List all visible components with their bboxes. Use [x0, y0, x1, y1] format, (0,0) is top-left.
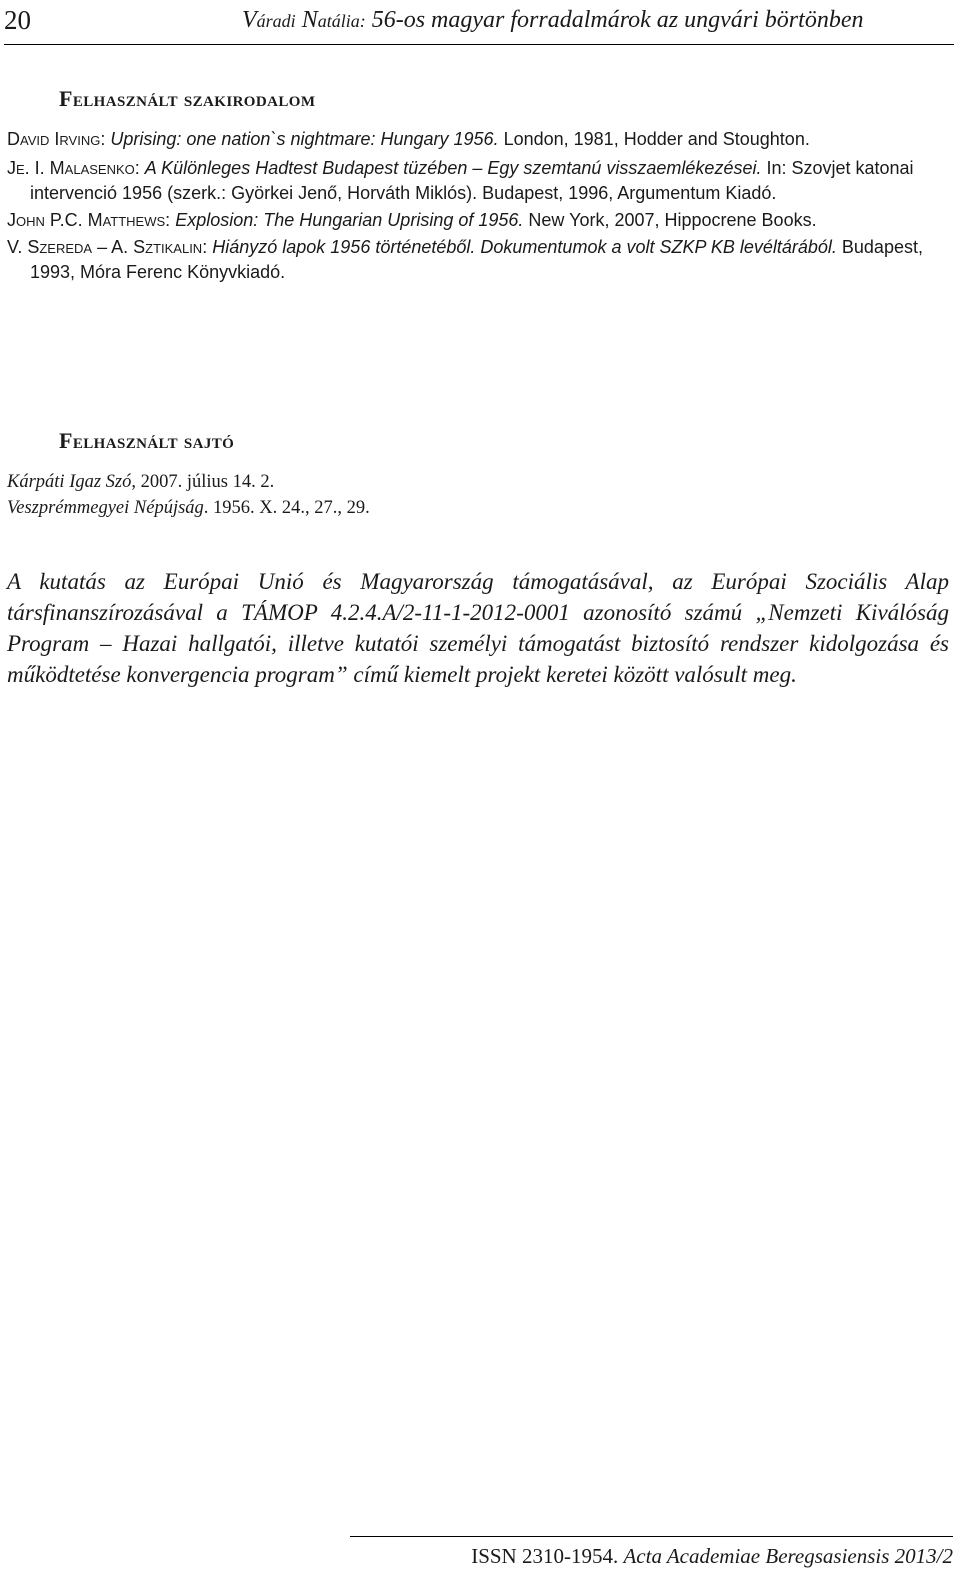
page-footer [350, 1536, 953, 1575]
section-heading-literature: Felhasznált szakirodalom [59, 86, 316, 111]
bibliography-entry: V. Szereda – A. Sztikalin: Hiányzó lapok 1956 történetéből. Dokumentumok a volt SZKP KB levéltárából. Budapest, 1993, Móra Ferenc Könyvkiadó. [7, 237, 923, 282]
page-number: 20 [4, 5, 31, 35]
issn: ISSN 2310-1954. [471, 1544, 624, 1568]
header-title: 56-os magyar forradalmárok az ungvári börtönben [365, 7, 864, 33]
header-author: Váradi Natália: [242, 7, 366, 33]
press-entry: Kárpáti Igaz Szó, 2007. július 14. 2. [7, 472, 275, 492]
press-entry: Veszprémmegyei Népújság. 1956. X. 24., 27., 29. [7, 498, 370, 518]
bibliography-entry: Je. I. Malasenko: A Különleges Hadtest Budapest tüzében – Egy szemtanú visszaemlékezései. In: Szovjet katonai intervenció 1956 (szerk.: Györkei Jenő, Horváth Miklós). Budapest, 1996, Argumentum Kiadó. [7, 158, 914, 203]
funding-acknowledgement: A kutatás az Európai Unió és Magyarország támogatásával, az Európai Szociális Alap társfinanszírozásával a TÁMOP 4.2.4.A/2-11-1-2012-0001 azonosító számú „Nemzeti Kiválóság Program – Hazai hallgatói, illetve kutatói személyi támogatást biztosító rendszer kidolgozása és működtetése konvergencia program” című kiemelt projekt keretei között valósult meg. [7, 569, 949, 687]
section-heading-press: Felhasznált sajtó [59, 428, 235, 453]
running-header [4, 4, 954, 45]
bibliography-list [7, 127, 953, 287]
bibliography-entry: John P.C. Matthews: Explosion: The Hungarian Uprising of 1956. New York, 2007, Hippocrene Books. [7, 210, 817, 230]
press-list [7, 470, 947, 522]
bibliography-entry: David Irving: Uprising: one nation`s nightmare: Hungary 1956. London, 1981, Hodder and Stoughton. [7, 129, 810, 149]
journal-name: Acta Academiae Beregsasiensis 2013/2 [623, 1544, 953, 1568]
running-title [242, 4, 863, 37]
